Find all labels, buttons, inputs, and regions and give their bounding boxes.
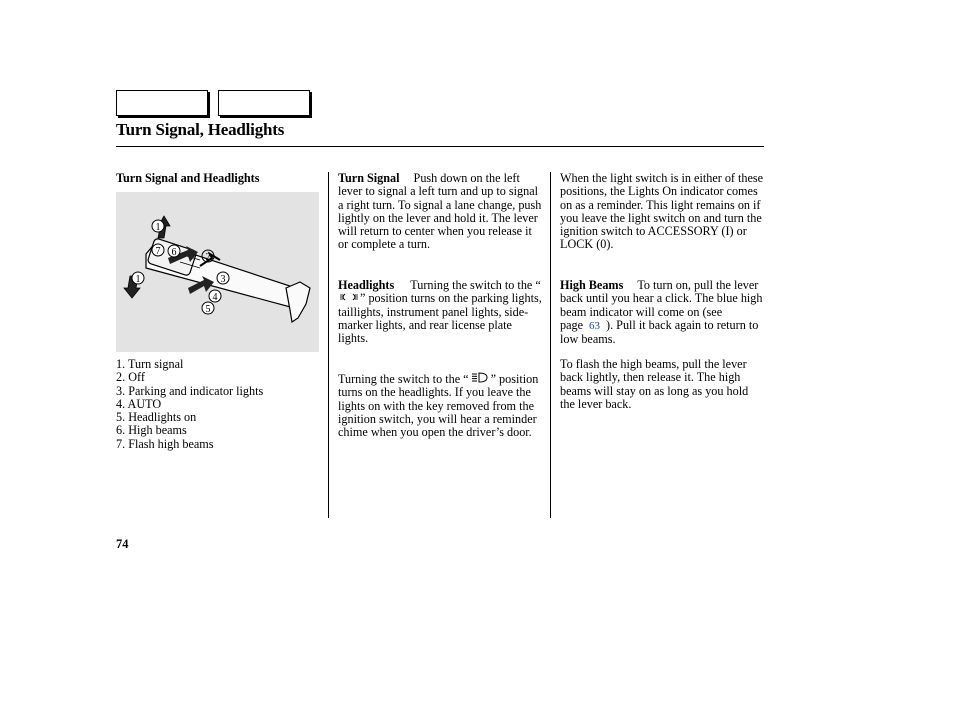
callout-legend [116,358,321,451]
svg-text:3: 3 [220,274,226,285]
svg-text:1: 1 [135,274,141,285]
headlights-text-2: ” position turns on the parking lights, taillights, instrument panel lights, side-marker lights, and rear license plate lights. [338,291,542,346]
legend-item: 7. Flash high beams [116,436,214,451]
column-divider-2 [550,172,551,518]
headlights-paragraph [338,279,544,345]
legend-item: 2. Off [116,370,145,385]
headlights-heading: Headlights [338,278,395,292]
page-number: 74 [116,537,129,551]
section-tab-1[interactable] [116,90,208,116]
column-divider-1 [328,172,329,518]
title-divider [116,146,764,147]
legend-item: 1. Turn signal [116,357,184,371]
legend-item: 6. High beams [116,423,187,438]
headlights-p2-text-2: ” position turns on the headlights. If you leave the lights on with the key removed from the ignition switch, you will hear a reminder chime when you open the driver’s door. [338,372,539,440]
svg-text:1: 1 [155,222,161,233]
svg-text:7: 7 [155,246,161,257]
page-63-link[interactable]: 63 [589,319,601,332]
headlights-text-1: Turning the switch to the “ [410,278,541,292]
lights-on-paragraph: When the light switch is in either of these positions, the Lights On indicator comes on as a reminder. This light remains on if you leave the light switch on and turn the ignition switch to ACCESSORY (I) or LOCK (0). [560,171,764,252]
high-beams-heading: High Beams [560,278,624,292]
headlights-p2-text-1: Turning the switch to the “ [338,372,469,386]
svg-text:4: 4 [212,292,218,303]
flash-high-beams-paragraph: To flash the high beams, pull the lever back lightly, then release it. The high beams will stay on as long as you hold the lever back. [560,357,749,411]
high-beams-text-2: ). Pull it back again to return to low beams. [560,317,759,347]
lever-illustration [116,192,319,352]
section-tab-2[interactable] [218,90,310,116]
legend-item: 5. Headlights on [116,410,197,425]
high-beams-paragraph [560,279,766,346]
svg-text:2: 2 [205,252,211,263]
parking-lights-icon [338,292,360,305]
svg-text:6: 6 [171,247,177,258]
svg-text:5: 5 [205,304,211,315]
high-beams-text-1: To turn on, pull the lever back until you hear a click. The blue high beam indicator will come on (see page [560,278,763,332]
page-title: Turn Signal, Headlights [116,120,285,139]
turn-signal-paragraph [338,172,544,252]
combination-switch-drawing [116,192,319,352]
headlights-on-paragraph [338,372,544,439]
section-heading: Turn Signal and Headlights [116,171,260,185]
turn-signal-text: Push down on the left lever to signal a left turn and up to signal a right turn. To signal a lane change, push lightly on the lever and hold it. The lever will return to center when you release it or complete a turn. [338,171,542,252]
turn-signal-heading: Turn Signal [338,171,400,185]
legend-item: 4. AUTO [116,396,162,411]
headlight-icon [469,372,491,386]
legend-item: 3. Parking and indicator lights [116,383,264,398]
